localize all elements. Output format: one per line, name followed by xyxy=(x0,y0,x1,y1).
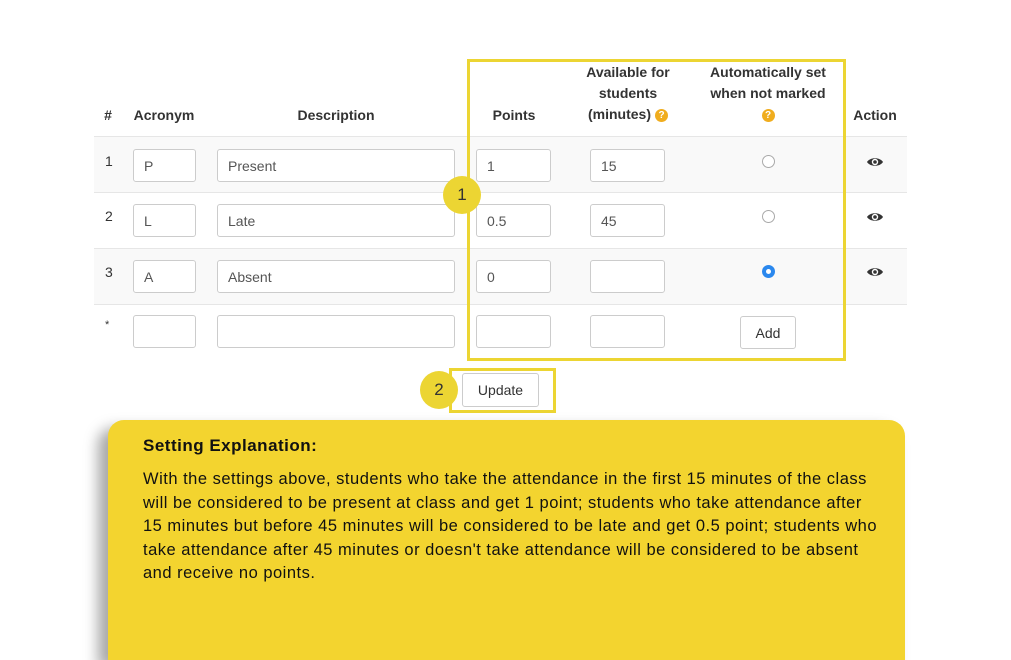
eye-icon[interactable] xyxy=(866,156,884,168)
eye-icon[interactable] xyxy=(866,266,884,278)
header-available-label: Available for students (minutes) xyxy=(586,64,670,122)
header-auto-set-label: Automatically set when not marked xyxy=(710,64,826,101)
new-description-input[interactable] xyxy=(217,315,455,348)
description-input[interactable] xyxy=(217,149,455,182)
highlight-box-settings xyxy=(467,59,846,361)
acronym-input[interactable] xyxy=(133,204,196,237)
explanation-note xyxy=(108,420,905,660)
row-number: 1 xyxy=(105,153,113,169)
row-number-new: * xyxy=(105,319,110,331)
callout-marker-1: 1 xyxy=(443,176,481,214)
explanation-body: With the settings above, students who take the attendance in the first 15 minutes of the class will be considered to be present at class and get 1 point; students who take attendance after 15 minutes but before 45 minutes will be considered to be late and get 0.5 point; students who take attendance after 45 minutes or doesn't take attendance will be considered to be absent and receive no points. xyxy=(143,470,878,582)
header-description: Description xyxy=(297,107,375,123)
row-number: 2 xyxy=(105,208,113,224)
header-number: # xyxy=(104,107,112,123)
header-points: Points xyxy=(492,107,536,123)
header-action: Action xyxy=(853,107,897,123)
eye-icon[interactable] xyxy=(866,211,884,223)
explanation-title: Setting Explanation: xyxy=(143,436,318,455)
callout-marker-2: 2 xyxy=(420,371,458,409)
acronym-input[interactable] xyxy=(133,260,196,293)
header-acronym: Acronym xyxy=(133,107,195,123)
acronym-input[interactable] xyxy=(133,149,196,182)
update-button[interactable]: Update xyxy=(462,373,539,407)
description-input[interactable] xyxy=(217,204,455,237)
add-button[interactable]: Add xyxy=(740,316,796,349)
description-input[interactable] xyxy=(217,260,455,293)
row-number: 3 xyxy=(105,264,113,280)
help-icon[interactable]: ? xyxy=(655,109,668,122)
help-icon[interactable]: ? xyxy=(762,109,775,122)
new-acronym-input[interactable] xyxy=(133,315,196,348)
